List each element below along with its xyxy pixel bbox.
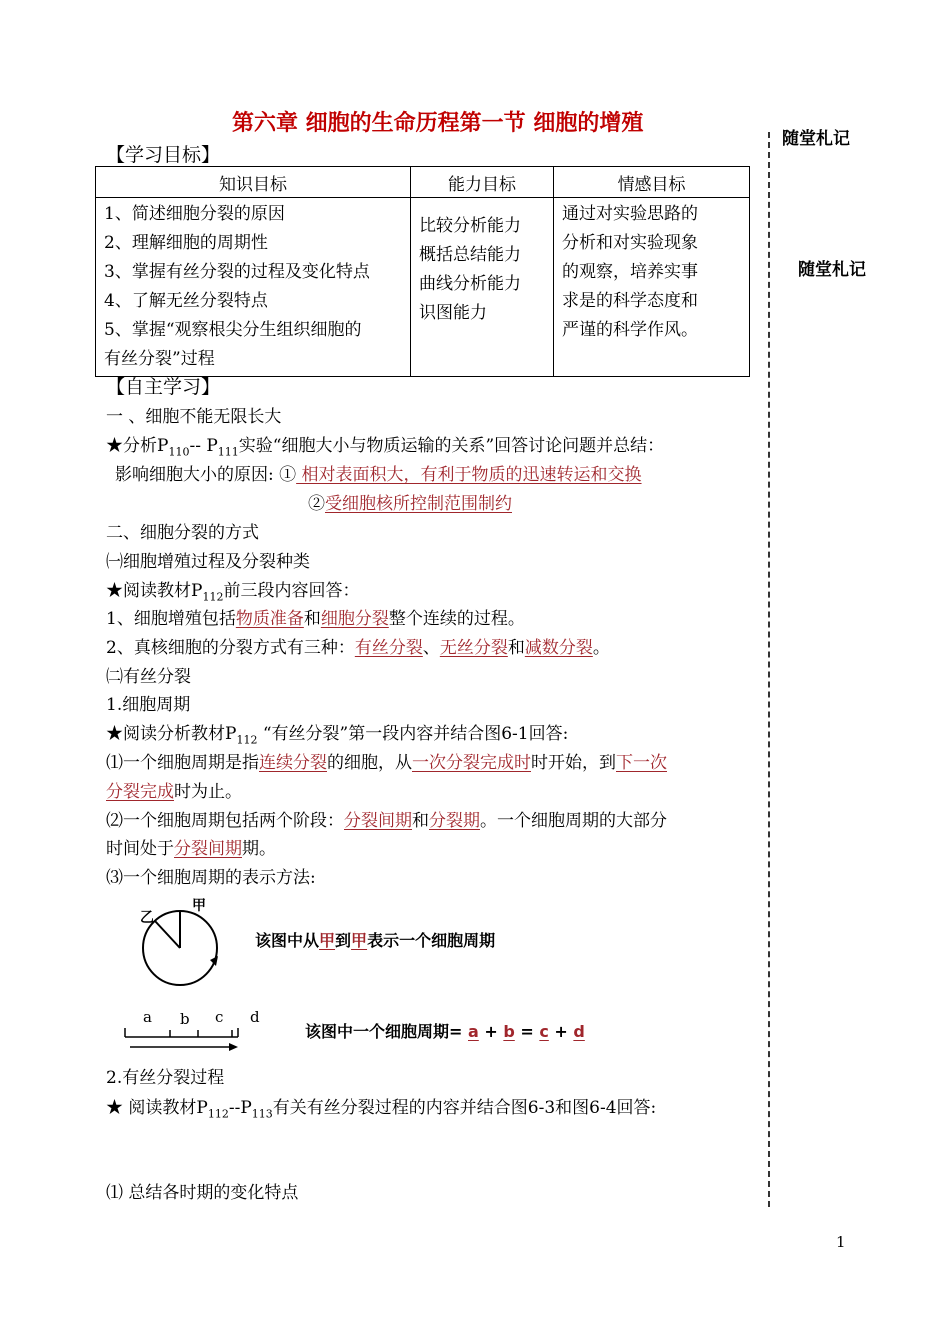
header-knowledge: 知识目标 [96,167,411,198]
answer: 下一次 [616,753,667,773]
answer: 分裂期 [429,811,480,831]
knowledge-cell [96,198,411,377]
list-item: 的观察，培养实事 [562,262,698,282]
side-note-heading-2: 随堂札记 [798,260,866,280]
answer: 分裂完成 [106,782,174,802]
answer: 有丝分裂 [354,638,423,658]
answer: 分裂间期 [344,811,412,831]
cycle-q1-line1: ⑴一个细胞周期是指连续分裂的细胞，从一次分裂完成时时开始，到下一次 [106,753,667,773]
answer: b [503,1022,515,1041]
question-2: 2、真核细胞的分裂方式有三种：有丝分裂、无丝分裂和减数分裂。 [106,638,610,658]
s2-instruction: ★阅读教材$P_{112}$前三段内容回答： [106,581,360,604]
table-row [96,198,750,377]
arrow-icon [229,1043,238,1051]
list-item: 4、了解无丝分裂特点 [104,291,268,311]
label-yi: 乙 [140,910,154,926]
list-item: 2、理解细胞的周期性 [104,233,268,253]
cycle-q3: ⑶一个细胞周期的表示方法: [106,868,316,888]
answer: 物质准备 [235,609,304,629]
list-item: 曲线分析能力 [419,274,521,294]
answer: 无丝分裂 [439,638,508,658]
list-item: 求是的科学态度和 [562,291,698,311]
answer: 相对表面积大，有利于物质的迅速转运和交换 [296,465,642,485]
question-1: 1、细胞增殖包括物质准备和细胞分裂整个连续的过程。 [106,609,525,629]
section-goals-heading: 【学习目标】 [106,144,221,166]
fig1-caption: 该图中从甲到甲表示一个细胞周期 [255,931,496,950]
answer: 连续分裂 [259,753,327,773]
list-item: 有丝分裂”过程 [104,349,215,369]
answer: 一次分裂完成时 [412,753,531,773]
list-item: 比较分析能力 [419,216,521,236]
cycle-q1-line2: 分裂完成时为止。 [106,782,242,802]
list-item: 严谨的科学作风。 [562,320,698,340]
table-header-row [96,167,750,198]
seg-label-a: a [143,1008,152,1026]
answer: 受细胞核所控制范围制约 [325,494,512,514]
cycle-q2-line1: ⑵一个细胞周期包括两个阶段：分裂间期和分裂期。一个细胞周期的大部分 [106,811,667,831]
list-item: 概括总结能力 [419,245,521,265]
list-item: 分析和对实验现象 [562,233,698,253]
fig2-caption: 该图中一个细胞周期= a + b = c + d [305,1022,585,1041]
list-item: 通过对实验思路的 [562,204,698,224]
header-ability: 能力目标 [411,167,554,198]
list-item: 识图能力 [419,303,487,323]
page-number: 1 [836,1233,846,1251]
answer: 甲 [351,931,368,950]
list-item: 5、掌握“观察根尖分生组织细胞的 [104,320,362,340]
answer: 细胞分裂 [320,609,389,629]
answer: a [468,1022,479,1041]
seg-label-d: d [250,1008,260,1026]
seg-label-b: b [180,1010,190,1028]
label-jia: 甲 [192,898,206,914]
s2-title: 二、细胞分裂的方式 [106,523,259,543]
ability-cell [411,198,554,377]
s1-reason-2: ②受细胞核所控制范围制约 [308,494,512,514]
answer: 甲 [319,931,336,950]
answer: c [539,1022,549,1041]
radius-yi [155,921,180,948]
side-note-heading: 随堂札记 [782,129,850,149]
answer: 分裂间期 [174,839,242,859]
s1-title: 一 、细胞不能无限长大 [106,407,282,427]
emotion-cell [554,198,750,377]
answer: d [573,1022,585,1041]
section-self-heading: 【自主学习】 [106,376,221,398]
s1-instruction: ★分析$P_{110}--$ $P_{111}$实验“细胞大小与物质运输的关系”回答讨论问题并总结： [106,436,665,459]
s2-subtitle-1: ㈠细胞增殖过程及分裂种类 [106,552,310,572]
list-item: 3、掌握有丝分裂的过程及变化特点 [104,262,370,282]
goals-table [95,166,750,377]
list-item: 1、简述细胞分裂的原因 [104,204,285,224]
mitosis-title: 2.有丝分裂过程 [106,1068,225,1088]
cycle-title: 1.细胞周期 [106,695,191,715]
mitosis-instruction: ★ 阅读教材$P_{112}--P_{113}$有关有丝分裂过程的内容并结合图6-3和图6-4回答: [106,1098,657,1121]
page-title: 第六章 细胞的生命历程第一节 细胞的增殖 [232,111,644,136]
cycle-instruction: ★阅读分析教材$P_{112}$ “有丝分裂”第一段内容并结合图6-1回答: [106,724,569,747]
mitosis-q1: ⑴ 总结各时期的变化特点 [106,1183,299,1203]
cycle-q2-line2: 时间处于分裂间期期。 [106,839,276,859]
s2-subtitle-2: ㈡有丝分裂 [106,667,191,687]
seg-label-c: c [215,1008,224,1026]
s1-reason-1: 影响细胞大小的原因: ① 相对表面积大，有利于物质的迅速转运和交换 [115,465,642,485]
answer: 减数分裂 [524,638,593,658]
margin-divider [768,132,770,1207]
header-emotion: 情感目标 [554,167,750,198]
